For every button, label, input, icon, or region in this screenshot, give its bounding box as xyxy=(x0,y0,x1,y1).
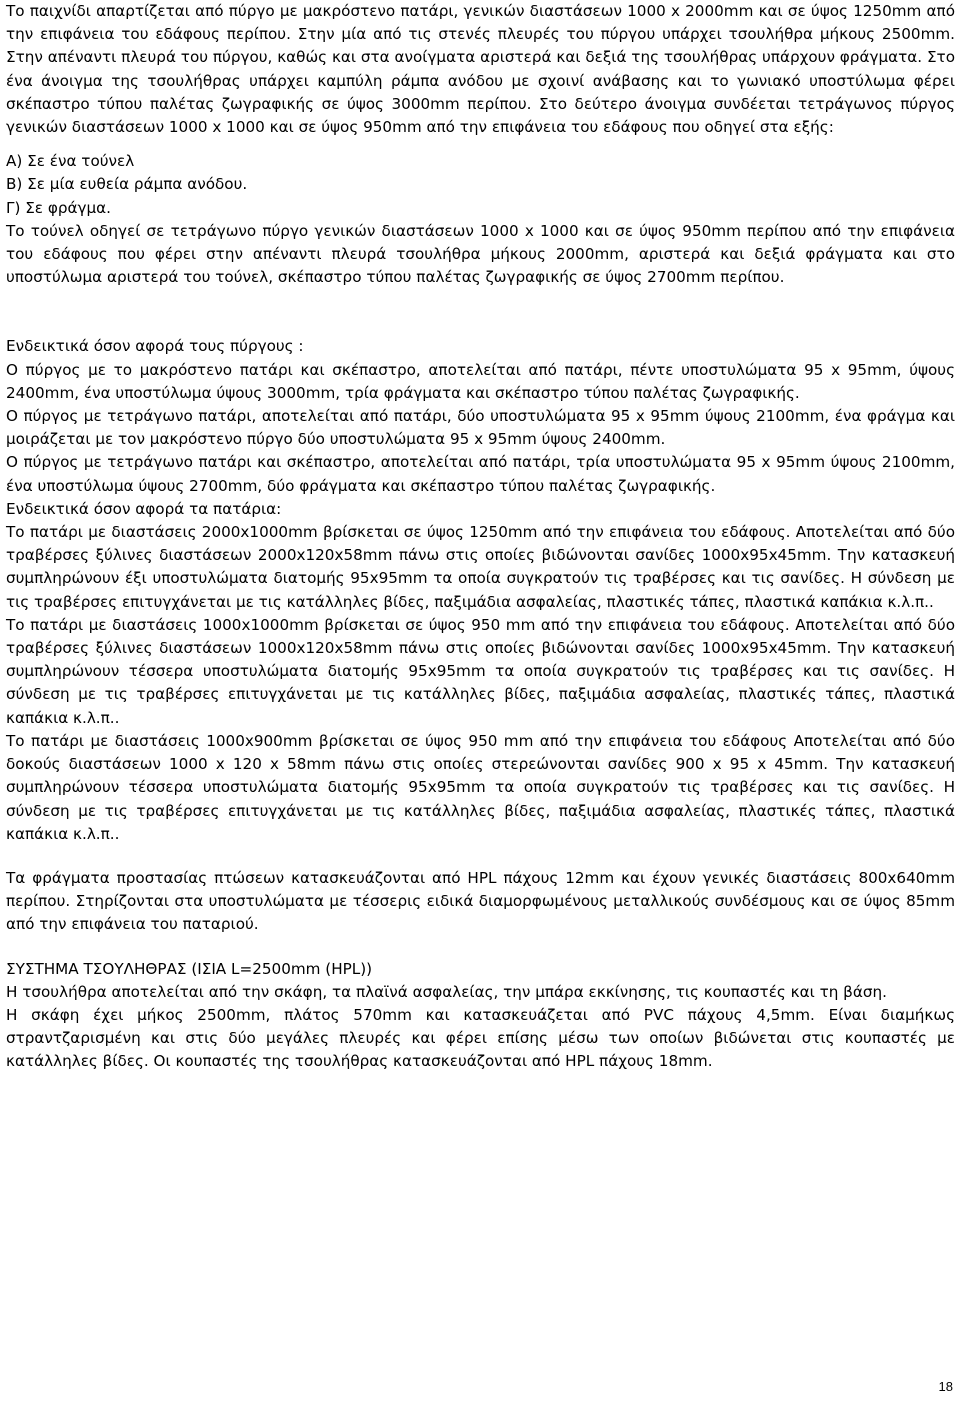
towers-heading: Ενδεικτικά όσον αφορά τους πύργους : xyxy=(6,337,304,356)
platform-paragraph: Το πατάρι με διαστάσεις 1000x900mm βρίσκεται σε ύψος 950 mm από την επιφάνεια του εδάφους Αποτελείται από δύο δοκούς διαστάσεων 1000 x 120 x 58mm πάνω στις οποίες στερεώνονται σανίδες 900 x 95 x 45mm. Την κατασκευή συμπληρώνουν τέσσερα υποστυλώματα διατομής 95x95mm τα οποία συγκρατούν τις τραβέρσες και τις σανίδες. Η σύνδεση με τις τραβέρσες επιτυγχάνεται με τις κατάλληλες βίδες, παξιμάδια ασφαλείας, πλαστικές τάπες, πλαστικά καπάκια κ.λ.π.. xyxy=(6,731,955,843)
tunnel-paragraph: Το τούνελ οδηγεί σε τετράγωνο πύργο γενικών διαστάσεων 1000 x 1000 και σε ύψος 950mm περίπου από την επιφάνεια του εδάφους που φέρει στην απέναντι πλευρά τσουλήθρα μήκους 2000mm, αριστερά και δεξιά φράγματα και στο υποστύλωμα αριστερά του τούνελ, σκέπαστρο τύπου παλέτας ζωγραφικής σε ύψος 2700mm περίπου. xyxy=(6,221,955,287)
tower-paragraph: Ο πύργος με το μακρόστενο πατάρι και σκέπαστρο, αποτελείται από πατάρι, πέντε υποστυλώματα 95 x 95mm, ύψους 2400mm, ένα υποστύλωμα ύψους 3000mm, τρία φράγματα και σκέπαστρο τύπου παλέτας ζωγραφικής. xyxy=(6,360,955,402)
intro-paragraph: Το παιχνίδι απαρτίζεται από πύργο με μακρόστενο πατάρι, γενικών διαστάσεων 1000 x 2000mm και σε ύψος 1250mm από την επιφάνεια του εδάφους περίπου. Στην μία από τις στενές πλευρές του πύργου υπάρχει τσουλήθρα μήκους 2500mm. Στην απέναντι πλευρά του πύργου, καθώς και στα ανοίγματα αριστερά και δεξιά της τσουλήθρας υπάρχουν φράγματα. Στο ένα άνοιγμα της τσουλήθρας υπάρχει καμπύλη ράμπα ανόδου με σχοινί ανάβασης και το γωνιακό υποστύλωμα φέρει σκέπαστρο τύπου παλέτας ζωγραφικής σε ύψος 3000mm περίπου. Στο δεύτερο άνοιγμα συνδέεται τετράγωνος πύργος γενικών διαστάσεων 1000 x 1000 και σε ύψος 950mm από την επιφάνεια του εδάφους που οδηγεί στα εξής: xyxy=(6,2,955,137)
slide-heading: ΣΥΣΤΗΜΑ ΤΣΟΥΛΗΘΡΑΣ (ΙΣΙΑ L=2500mm (HPL)) xyxy=(6,959,373,978)
tower-paragraph: Ο πύργος με τετράγωνο πατάρι, αποτελείται από πατάρι, δύο υποστυλώματα 95 x 95mm ύψους 2100mm, ένα φράγμα και μοιράζεται με τον μακρόστενο πύργο δύο υποστυλώματα 95 x 95mm ύψους 2400mm. xyxy=(6,407,955,449)
spacer xyxy=(6,937,955,958)
spacer xyxy=(6,846,955,867)
option-b: Β) Σε μία ευθεία ράμπα ανόδου. xyxy=(6,175,248,194)
document-page xyxy=(6,0,955,1074)
page-number: 18 xyxy=(938,1379,953,1394)
platforms-heading: Ενδεικτικά όσον αφορά τα πατάρια: xyxy=(6,499,282,518)
spacer xyxy=(6,139,955,150)
tower-paragraph: Ο πύργος με τετράγωνο πατάρι και σκέπαστρο, αποτελείται από πατάρι, τρία υποστυλώματα 95 x 95mm ύψους 2100mm, ένα υποστύλωμα ύψους 2700mm, δύο φράγματα και σκέπαστρο τύπου παλέτας ζωγραφικής. xyxy=(6,453,955,495)
platform-paragraph: Το πατάρι με διαστάσεις 2000x1000mm βρίσκεται σε ύψος 1250mm από την επιφάνεια του εδάφους. Αποτελείται από δύο τραβέρσες ξύλινες διαστάσεων 2000x120x58mm πάνω στις οποίες βιδώνονται σανίδες 1000x95x45mm. Την κατασκευή συμπληρώνουν έξι υποστυλώματα διατομής 95x95mm τα οποία συγκρατούν τις τραβέρσες και τις σανίδες. Η σύνδεση με τις τραβέρσες επιτυγχάνεται με τις κατάλληλες βίδες, παξιμάδια ασφαλείας, πλαστικές τάπες, πλαστικά καπάκια κ.λ.π.. xyxy=(6,523,955,611)
platform-paragraph: Το πατάρι με διαστάσεις 1000x1000mm βρίσκεται σε ύψος 950 mm από την επιφάνεια του εδάφους. Αποτελείται από δύο τραβέρσες ξύλινες διαστάσεων 1000x120x58mm πάνω στις οποίες βιδώνονται σανίδες 1000x95x45mm. Την κατασκευή συμπληρώνουν τέσσερα υποστυλώματα διατομής 95x95mm τα οποία συγκρατούν τις τραβέρσες και τις σανίδες. Η σύνδεση με τις τραβέρσες επιτυγχάνεται με τις κατάλληλες βίδες, παξιμάδια ασφαλείας, πλαστικές τάπες, πλαστικά καπάκια κ.λ.π.. xyxy=(6,615,955,727)
barriers-paragraph: Τα φράγματα προστασίας πτώσεων κατασκευάζονται από HPL πάχους 12mm και έχουν γενικές διαστάσεις 800x640mm περίπου. Στηρίζονται στα υποστυλώματα με τέσσερις ειδικά διαμορφωμένους μεταλλικούς συνδέσμους και σε ύψος 85mm από την επιφάνεια του παταριού. xyxy=(6,868,955,934)
spacer xyxy=(6,289,955,335)
option-a: Α) Σε ένα τούνελ xyxy=(6,152,135,171)
slide-paragraph: Η τσουλήθρα αποτελείται από την σκάφη, τα πλαϊνά ασφαλείας, την μπάρα εκκίνησης, τις κουπαστές και τη βάση. xyxy=(6,982,887,1001)
option-c: Γ) Σε φράγμα. xyxy=(6,198,112,217)
slide-paragraph: Η σκάφη έχει μήκος 2500mm, πλάτος 570mm και κατασκευάζεται από PVC πάχους 4,5mm. Είναι διαμήκως στραντζαρισμένη και στις δύο μεγάλες πλευρές και φέρει επίσης μέσω των οποίων βιδώνεται στις κουπαστές με κατάλληλες βίδες. Οι κουπαστές της τσουλήθρας κατασκευάζονται από HPL πάχους 18mm. xyxy=(6,1005,955,1071)
